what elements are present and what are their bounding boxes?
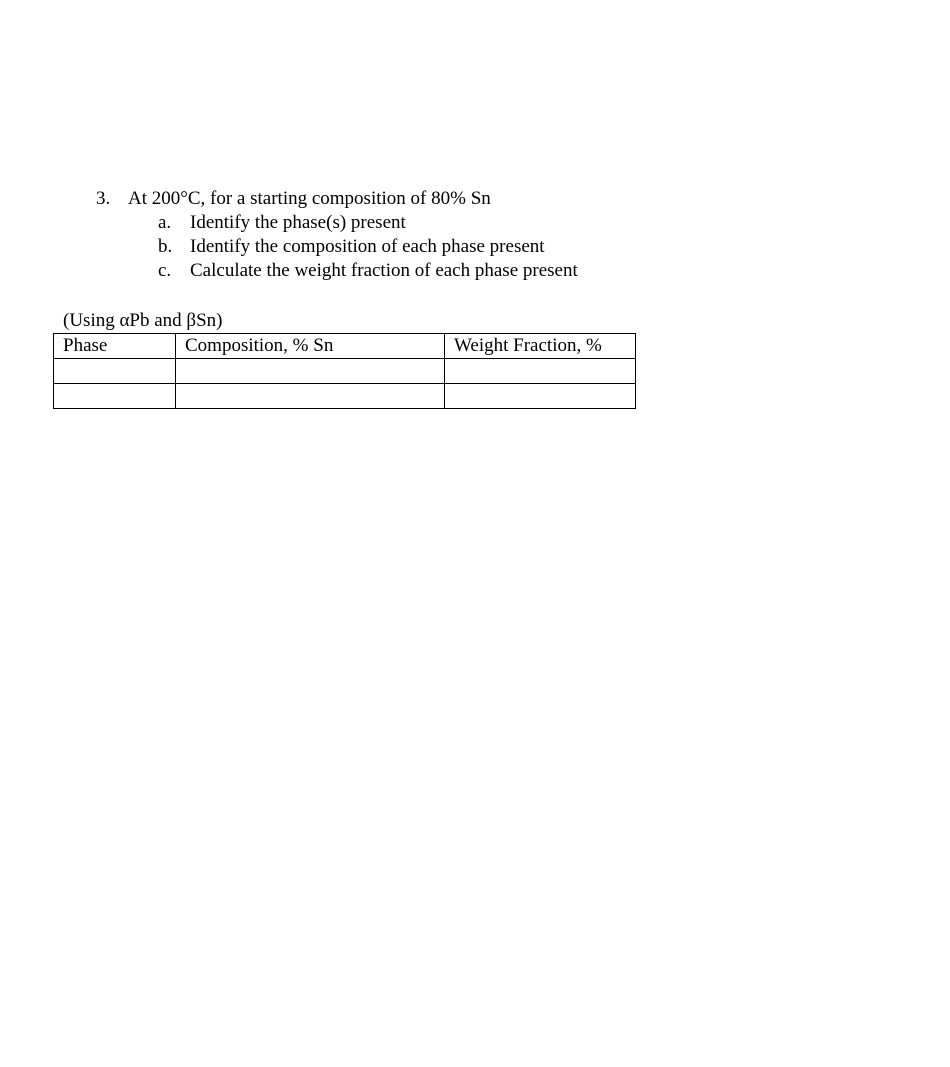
phase-cell[interactable] — [54, 384, 176, 409]
sub-question-text: Calculate the weight fraction of each phase present — [190, 260, 578, 281]
phase-cell[interactable] — [54, 359, 176, 384]
sub-question-text: Identify the phase(s) present — [190, 212, 406, 233]
question-3 — [96, 187, 578, 283]
sub-question-letter: b. — [158, 236, 173, 257]
sub-question-b — [158, 235, 578, 259]
table-header-row — [54, 334, 636, 359]
sub-question-text: Identify the composition of each phase present — [190, 236, 545, 257]
header-phase: Phase — [54, 334, 176, 359]
sub-question-list — [158, 211, 578, 283]
weight-fraction-cell[interactable] — [445, 384, 636, 409]
header-weight-fraction: Weight Fraction, % — [445, 334, 636, 359]
table-note: (Using αPb and βSn) — [63, 310, 223, 331]
composition-cell[interactable] — [176, 384, 445, 409]
sub-question-letter: c. — [158, 260, 172, 281]
table-row — [54, 384, 636, 409]
sub-question-c — [158, 259, 578, 283]
composition-cell[interactable] — [176, 359, 445, 384]
weight-fraction-cell[interactable] — [445, 359, 636, 384]
sub-question-letter: a. — [158, 212, 172, 233]
table-row — [54, 359, 636, 384]
question-text: At 200°C, for a starting composition of 80% Sn — [128, 188, 491, 209]
question-number: 3. — [96, 188, 111, 209]
sub-question-a — [158, 211, 578, 235]
answer-table — [53, 333, 636, 409]
question-main — [96, 187, 578, 211]
header-composition: Composition, % Sn — [176, 334, 445, 359]
